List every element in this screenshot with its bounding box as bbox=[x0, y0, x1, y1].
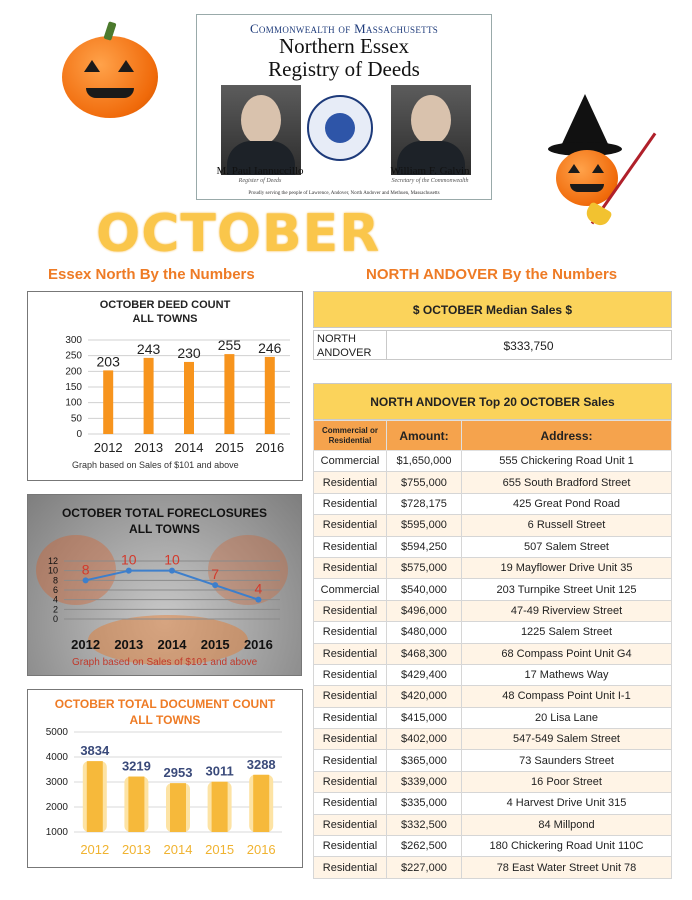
sale-amount: $595,000 bbox=[387, 515, 462, 536]
sale-address: 47-49 Riverview Street bbox=[462, 600, 672, 621]
sale-amount: $480,000 bbox=[387, 622, 462, 643]
median-sales-title: $ OCTOBER Median Sales $ bbox=[313, 291, 672, 328]
sale-type: Residential bbox=[314, 750, 387, 771]
sale-amount: $468,300 bbox=[387, 643, 462, 664]
sale-amount: $594,250 bbox=[387, 536, 462, 557]
sale-amount: $420,000 bbox=[387, 686, 462, 707]
data-label: 3834 bbox=[80, 743, 110, 759]
deed-count-title-line1: OCTOBER DEED COUNT bbox=[99, 299, 231, 311]
sale-address: 425 Great Pond Road bbox=[462, 493, 672, 514]
y-tick-label: 10 bbox=[47, 565, 58, 576]
top-sales-table bbox=[313, 420, 672, 879]
table-row bbox=[314, 622, 672, 643]
data-label: 8 bbox=[81, 561, 90, 578]
sale-type: Residential bbox=[314, 515, 387, 536]
table-row bbox=[314, 579, 672, 600]
deed-count-title-line2: ALL TOWNS bbox=[132, 313, 198, 325]
header-commonwealth: Commonwealth of Massachusetts bbox=[249, 21, 439, 36]
median-value: $333,750 bbox=[503, 339, 554, 353]
y-tick-label: 50 bbox=[70, 413, 82, 425]
secretary-title: Secretary of the Commonwealth bbox=[391, 178, 469, 184]
sale-address: 1225 Salem Street bbox=[462, 622, 672, 643]
sale-type: Residential bbox=[314, 707, 387, 728]
table-row bbox=[314, 857, 672, 878]
data-label: 243 bbox=[136, 340, 161, 357]
top-sales-body bbox=[314, 451, 672, 879]
table-row bbox=[314, 536, 672, 557]
bar-2012 bbox=[87, 761, 103, 832]
sale-type: Commercial bbox=[314, 451, 387, 472]
y-tick-label: 300 bbox=[65, 335, 82, 346]
sale-type: Residential bbox=[314, 664, 387, 685]
foreclosures-chart bbox=[28, 547, 301, 667]
massachusetts-seal-icon bbox=[307, 95, 373, 161]
x-tick-label: 2012 bbox=[93, 440, 123, 455]
sale-type: Residential bbox=[314, 643, 387, 664]
sale-amount: $755,000 bbox=[387, 472, 462, 493]
sale-amount: $339,000 bbox=[387, 771, 462, 792]
x-tick-label: 2013 bbox=[121, 842, 151, 857]
sale-address: 203 Turnpike Street Unit 125 bbox=[462, 579, 672, 600]
data-label: 2953 bbox=[163, 765, 193, 781]
secretary-name: William F. Galvin bbox=[390, 165, 470, 177]
data-label: 230 bbox=[177, 344, 201, 361]
sale-amount: $262,500 bbox=[387, 836, 462, 857]
data-label: 3288 bbox=[246, 756, 276, 772]
sale-amount: $496,000 bbox=[387, 600, 462, 621]
sale-type: Residential bbox=[314, 857, 387, 878]
bar-2015 bbox=[224, 354, 234, 434]
sale-type: Residential bbox=[314, 493, 387, 514]
sale-address: 19 Mayflower Drive Unit 35 bbox=[462, 557, 672, 578]
document-count-chart bbox=[28, 726, 302, 866]
header-registry-name bbox=[197, 35, 491, 81]
sale-address: 655 South Bradford Street bbox=[462, 472, 672, 493]
y-tick-label: 200 bbox=[65, 366, 82, 378]
document-count-title-line2: ALL TOWNS bbox=[129, 713, 201, 727]
header-footer: Proudly serving the people of Lawrence, Andover, North Andover and Methuen, Massachusetts bbox=[248, 191, 440, 196]
y-tick-label: 5000 bbox=[45, 727, 68, 738]
top-sales-header-row bbox=[314, 421, 672, 451]
sale-type: Residential bbox=[314, 729, 387, 750]
sale-address: 78 East Water Street Unit 78 bbox=[462, 857, 672, 878]
sale-address: 84 Millpond bbox=[462, 814, 672, 835]
sale-amount: $429,400 bbox=[387, 664, 462, 685]
y-tick-label: 3000 bbox=[45, 777, 68, 788]
sale-amount: $365,000 bbox=[387, 750, 462, 771]
sale-type: Commercial bbox=[314, 579, 387, 600]
sale-address: 180 Chickering Road Unit 110C bbox=[462, 836, 672, 857]
document-count-chart-panel bbox=[27, 689, 303, 868]
register-title: Register of Deeds bbox=[238, 178, 282, 184]
sale-address: 16 Poor Street bbox=[462, 771, 672, 792]
sale-amount: $540,000 bbox=[387, 579, 462, 600]
foreclosures-chart-panel bbox=[27, 494, 302, 676]
median-sales-row bbox=[313, 330, 672, 360]
y-tick-label: 4000 bbox=[45, 752, 68, 763]
deed-count-note: Graph based on Sales of $101 and above bbox=[72, 460, 239, 470]
x-tick-label: 2015 bbox=[214, 440, 244, 455]
bar-2016 bbox=[265, 357, 275, 434]
sale-amount: $575,000 bbox=[387, 557, 462, 578]
sale-amount: $335,000 bbox=[387, 793, 462, 814]
bar-2014 bbox=[170, 783, 186, 832]
sale-type: Residential bbox=[314, 622, 387, 643]
sale-amount: $227,000 bbox=[387, 857, 462, 878]
table-row bbox=[314, 686, 672, 707]
data-label: 10 bbox=[121, 551, 137, 568]
sale-address: 68 Compass Point Unit G4 bbox=[462, 643, 672, 664]
median-town: NORTH ANDOVER bbox=[317, 333, 372, 359]
x-tick-label: 2014 bbox=[174, 440, 204, 455]
month-title: OCTOBER bbox=[96, 204, 381, 264]
sale-address: 73 Saunders Street bbox=[462, 750, 672, 771]
document-count-chart-title bbox=[28, 696, 302, 728]
header-line-northern-essex: Northern Essex bbox=[278, 34, 410, 58]
sale-type: Residential bbox=[314, 557, 387, 578]
x-tick-label: 2012 bbox=[71, 637, 101, 652]
register-photo bbox=[221, 85, 301, 175]
foreclosures-title-line2: ALL TOWNS bbox=[129, 522, 200, 536]
header-type: Commercial or Residential bbox=[314, 421, 387, 451]
y-tick-label: 250 bbox=[65, 350, 82, 362]
table-row bbox=[314, 836, 672, 857]
sale-address: 17 Mathews Way bbox=[462, 664, 672, 685]
table-row bbox=[314, 729, 672, 750]
bar-2016 bbox=[253, 775, 269, 832]
sale-type: Residential bbox=[314, 536, 387, 557]
sale-address: 555 Chickering Road Unit 1 bbox=[462, 451, 672, 472]
table-row bbox=[314, 771, 672, 792]
sale-amount: $728,175 bbox=[387, 493, 462, 514]
table-row bbox=[314, 814, 672, 835]
x-tick-label: 2016 bbox=[255, 440, 285, 455]
y-tick-label: 4 bbox=[52, 594, 58, 605]
registry-header-card bbox=[196, 14, 492, 200]
table-row bbox=[314, 557, 672, 578]
top-sales-title: NORTH ANDOVER Top 20 OCTOBER Sales bbox=[313, 383, 672, 420]
sale-type: Residential bbox=[314, 472, 387, 493]
y-tick-label: 0 bbox=[76, 429, 82, 440]
foreclosures-title-line1: OCTOBER TOTAL FORECLOSURES bbox=[61, 506, 268, 520]
y-tick-label: 8 bbox=[52, 575, 58, 586]
right-section-title: NORTH ANDOVER By the Numbers bbox=[366, 266, 618, 283]
y-tick-label: 150 bbox=[65, 382, 82, 393]
register-name: M. Paul Iannuccillo bbox=[216, 165, 304, 177]
data-label: 3219 bbox=[121, 758, 151, 774]
secretary-photo bbox=[391, 85, 471, 175]
data-label: 10 bbox=[164, 551, 180, 568]
sale-amount: $1,650,000 bbox=[387, 451, 462, 472]
x-tick-label: 2016 bbox=[246, 842, 276, 857]
y-tick-label: 2000 bbox=[45, 802, 68, 813]
x-tick-label: 2015 bbox=[205, 842, 235, 857]
x-tick-label: 2013 bbox=[114, 637, 144, 652]
y-tick-label: 2 bbox=[52, 604, 58, 615]
sale-address: 4 Harvest Drive Unit 315 bbox=[462, 793, 672, 814]
data-point bbox=[169, 568, 175, 574]
table-row bbox=[314, 643, 672, 664]
data-point bbox=[83, 577, 89, 583]
sale-amount: $415,000 bbox=[387, 707, 462, 728]
witch-hat-icon bbox=[561, 94, 609, 146]
table-row bbox=[314, 707, 672, 728]
table-row bbox=[314, 793, 672, 814]
bar-2015 bbox=[212, 782, 228, 832]
bar-2013 bbox=[128, 777, 144, 832]
header-amount: Amount: bbox=[387, 421, 462, 451]
series-line bbox=[86, 571, 259, 600]
jack-o-lantern-icon bbox=[62, 36, 158, 118]
data-label: 203 bbox=[96, 353, 120, 370]
sale-type: Residential bbox=[314, 814, 387, 835]
foreclosures-chart-title bbox=[28, 505, 301, 537]
table-row bbox=[314, 451, 672, 472]
data-label: 4 bbox=[254, 580, 263, 597]
data-point bbox=[212, 582, 218, 588]
sale-address: 20 Lisa Lane bbox=[462, 707, 672, 728]
data-label: 246 bbox=[258, 339, 282, 356]
y-tick-label: 6 bbox=[52, 585, 58, 595]
data-label: 7 bbox=[211, 566, 220, 583]
data-point bbox=[126, 568, 132, 574]
bar-2014 bbox=[184, 362, 194, 434]
sale-amount: $332,500 bbox=[387, 814, 462, 835]
document-count-title-line1: OCTOBER TOTAL DOCUMENT COUNT bbox=[54, 697, 276, 711]
x-tick-label: 2014 bbox=[157, 637, 187, 652]
x-tick-label: 2015 bbox=[200, 637, 230, 652]
table-row bbox=[314, 664, 672, 685]
header-address: Address: bbox=[462, 421, 672, 451]
foreclosures-note: Graph based on Sales of $101 and above bbox=[72, 657, 258, 668]
deed-count-chart-title bbox=[28, 298, 302, 326]
sale-amount: $402,000 bbox=[387, 729, 462, 750]
y-tick-label: 12 bbox=[47, 556, 58, 566]
table-row bbox=[314, 515, 672, 536]
x-tick-label: 2012 bbox=[80, 842, 110, 857]
x-tick-label: 2014 bbox=[163, 842, 193, 857]
table-row bbox=[314, 750, 672, 771]
sale-type: Residential bbox=[314, 836, 387, 857]
y-tick-label: 100 bbox=[65, 397, 82, 409]
deed-count-chart-panel bbox=[27, 291, 303, 481]
sale-address: 547-549 Salem Street bbox=[462, 729, 672, 750]
left-section-title: Essex North By the Numbers bbox=[48, 266, 255, 283]
sale-type: Residential bbox=[314, 600, 387, 621]
x-tick-label: 2016 bbox=[243, 637, 273, 652]
table-row bbox=[314, 600, 672, 621]
bar-2012 bbox=[103, 370, 113, 434]
data-label: 255 bbox=[217, 337, 242, 354]
header-line-registry: Registry of Deeds bbox=[268, 57, 420, 81]
sale-address: 6 Russell Street bbox=[462, 515, 672, 536]
table-row bbox=[314, 493, 672, 514]
bar-2013 bbox=[144, 358, 154, 434]
sale-type: Residential bbox=[314, 686, 387, 707]
sale-address: 48 Compass Point Unit I-1 bbox=[462, 686, 672, 707]
y-tick-label: 0 bbox=[52, 614, 58, 624]
data-point bbox=[255, 597, 261, 603]
data-label: 3011 bbox=[205, 763, 234, 779]
table-row bbox=[314, 472, 672, 493]
sale-type: Residential bbox=[314, 771, 387, 792]
sale-address: 507 Salem Street bbox=[462, 536, 672, 557]
x-tick-label: 2013 bbox=[134, 440, 164, 455]
y-tick-label: 1000 bbox=[45, 827, 68, 838]
sale-type: Residential bbox=[314, 793, 387, 814]
